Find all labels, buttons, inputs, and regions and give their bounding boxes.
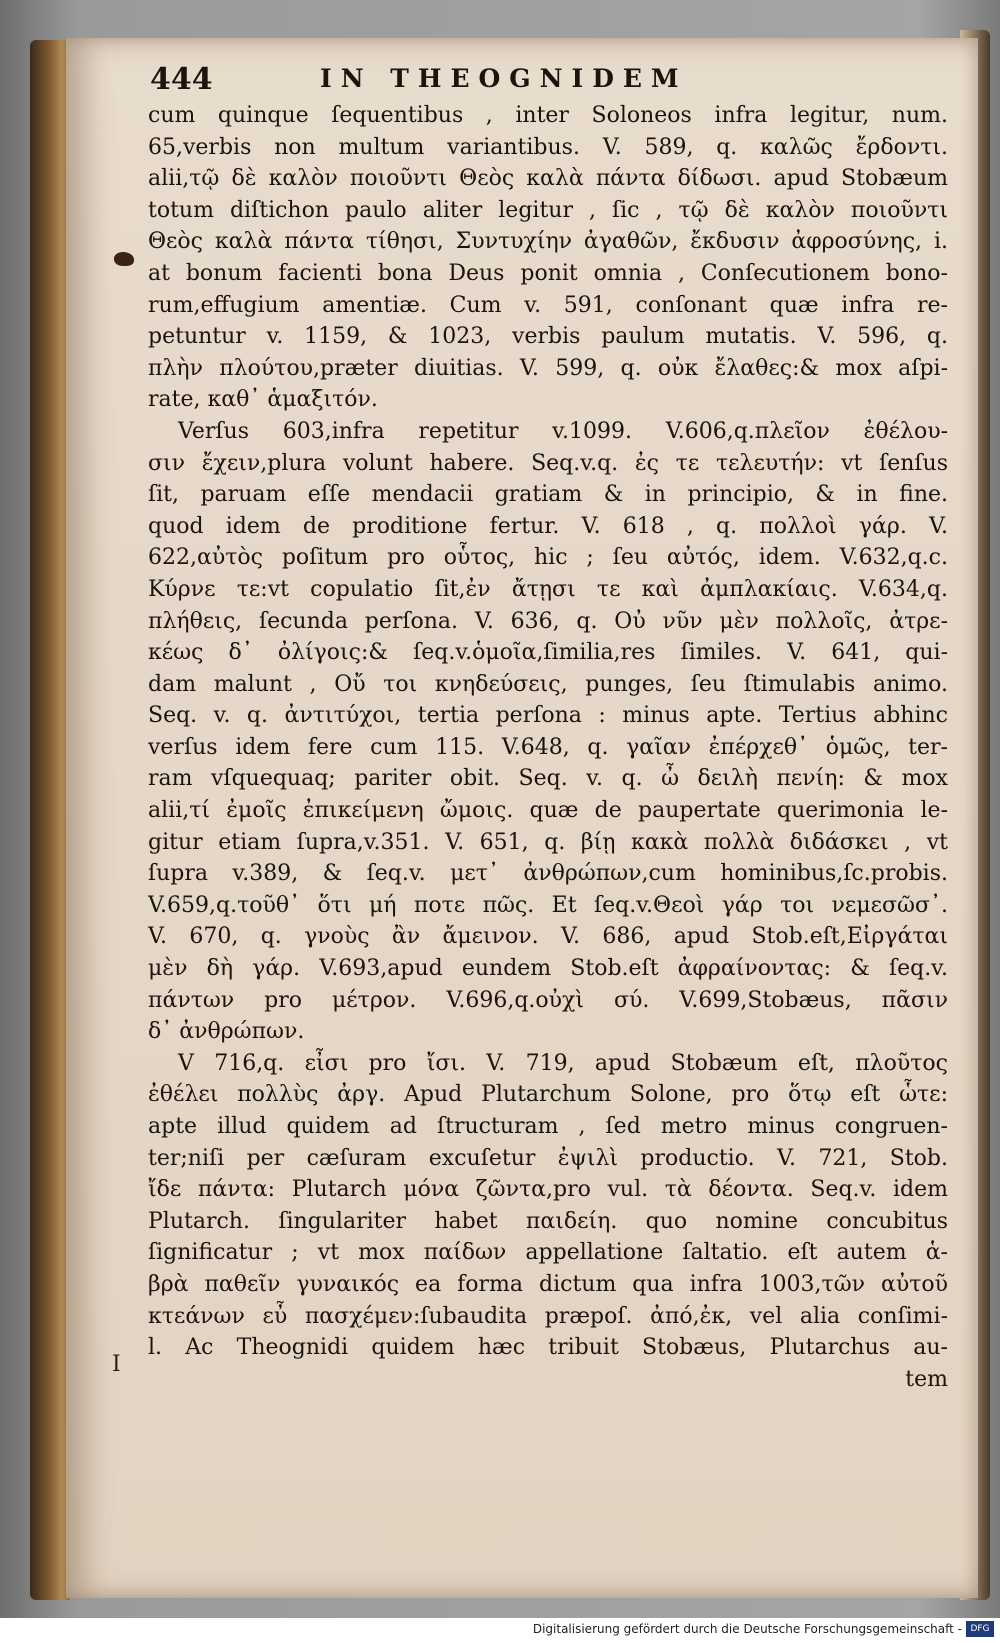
footer-bar — [0, 1618, 1000, 1643]
text-line: Verſus 603,infra repetitur v.1099. V.606,q.πλεῖον ἐθέλου- — [178, 418, 948, 444]
text-line: μὲν δὴ γάρ. V.693,apud eundem Stob.eſt ἀφραίνοντας: & ſeq.v. — [148, 956, 948, 982]
text-line: 65,verbis non multum variantibus. V. 589, q. καλῶς ἔρδοντι. — [148, 134, 948, 160]
text-line: dam malunt , Οὔ τοι κνηδεύσεις, punges, ſeu ſtimulabis animo. — [148, 671, 948, 697]
running-head — [150, 62, 770, 102]
text-line: 622,αὐτὸς poſitum pro οὗτος, hic ; ſeu αὐτός, idem. V.632,q.c. — [148, 545, 948, 571]
text-line: ram vſquequaq; pariter obit. Seq. v. q. ὦ δειλὴ πενίη: & mox — [148, 766, 948, 792]
text-line: ſignificatur ; vt mox παίδων appellatione ſaltatio. eſt autem ἁ- — [148, 1240, 948, 1266]
text-line: l. Ac Theognidi quidem hæc tribuit Stobæus, Plutarchus au- — [148, 1335, 948, 1361]
text-line: V.659,q.τοῦθ᾽ ὅτι μή ποτε πῶς. Et ſeq.v.Θεοὶ γάρ τοι νεμεσῶσ᾽. — [148, 892, 948, 918]
text-line: Κύρνε τε:vt copulatio ſit,ἐν ἄτῃσι τε καὶ ἀμπλακίαις. V.634,q. — [148, 576, 948, 602]
text-line: alii,τί ἐμοῖς ἐπικείμενη ὤμοις. quæ de paupertate querimonia le- — [148, 798, 948, 824]
text-line: quod idem de proditione fertur. V. 618 , q. πολλοὶ γάρ. V. — [148, 513, 948, 539]
margin-mark: I — [112, 1352, 121, 1377]
text-line: verſus idem fere cum 115. V.648, q. γαῖαν ἐπέρχεθ᾽ ὁμῶς, ter- — [148, 734, 948, 760]
text-line: ter;niſi per cæſuram excuſetur ἐψιλὶ productio. V. 721, Stob. — [148, 1145, 948, 1171]
text-line: Θεὸς καλὰ πάντα τίθησι, Συντυχίην ἀγαθῶν, ἔκδυσιν ἀφροσύνης, i. — [148, 229, 948, 255]
text-line: petuntur v. 1159, & 1023, verbis paulum mutatis. V. 596, q. — [148, 324, 948, 350]
text-line: κέως δ᾽ ὀλίγοις:& ſeq.v.ὁμοῖα,ſimilia,res ſimiles. V. 641, qui- — [148, 640, 948, 666]
text-line: V. 670, q. γνοὺς ἂν ἄμεινον. V. 686, apud Stob.eſt,Εἰργάται — [148, 924, 948, 950]
text-line: ſupra v.389, & ſeq.v. μετ᾽ ἀνθρώπων,cum hominibus,ſc.probis. — [148, 861, 948, 887]
text-line: Plutarch. ſingulariter habet παιδείη. quo nomine concubitus — [148, 1208, 948, 1234]
text-line: πλὴν πλούτου,præter diuitias. V. 599, q. οὐκ ἔλαθες:& mox aſpi- — [148, 355, 948, 381]
text-line: rum,effugium amentiæ. Cum v. 591, conſonant quæ infra re- — [148, 292, 948, 318]
text-line: δ᾽ ἀνθρώπων. — [148, 1019, 305, 1045]
dfg-logo: DFG — [966, 1621, 994, 1637]
running-title: IN THEOGNIDEM — [320, 64, 688, 93]
text-line: alii,τῷ δὲ καλὸν ποιοῦντι Θεὸς καλὰ πάντα δίδωσι. apud Stobæum — [148, 166, 948, 192]
text-line: cum quinque ſequentibus , inter Soloneos infra legitur, num. — [148, 103, 948, 128]
text-line: σιν ἔχειν,plura volunt habere. Seq.v.q. ἐς τε τελευτήν: vt ſenſus — [148, 450, 948, 476]
page-number: 444 — [150, 62, 213, 97]
text-line: gitur etiam ſupra,v.351. V. 651, q. βίῃ κακὰ πολλὰ διδάσκει , vt — [148, 829, 948, 855]
ink-blot — [114, 252, 134, 266]
text-line: at bonum facienti bona Deus ponit omnia , Conſecutionem bono- — [148, 260, 948, 286]
text-line: πάντων pro μέτρον. V.696,q.οὐχὶ σύ. V.699,Stobæus, πᾶσιν — [148, 987, 948, 1013]
text-line: V 716,q. εἶσι pro ἴσι. V. 719, apud Stobæum eſt, πλοῦτος — [178, 1050, 948, 1076]
text-line: totum diſtichon paulo aliter legitur , ſic , τῷ δὲ καλὸν ποιοῦντι — [148, 197, 948, 223]
text-line: ſit, paruam eſſe mendacii gratiam & in principio, & in fine. — [148, 482, 948, 508]
text-line: κτεάνων εὖ πασχέμεν:ſubaudita præpoſ. ἀπό,ἐκ, vel alia conſimi- — [148, 1303, 948, 1329]
catchword: tem — [905, 1366, 948, 1392]
text-line: ἴδε πάντα: Plutarch μόνα ζῶντα,pro vul. τὰ δέοντα. Seq.v. idem — [148, 1177, 948, 1203]
text-line: Seq. v. q. ἀντιτύχοι, tertia perſona : minus apte. Tertius abhinc — [148, 703, 948, 729]
text-line: apte illud quidem ad ſtructuram , ſed metro minus congruen- — [148, 1114, 948, 1139]
text-line: ἐθέλει πολλὺς ἀργ. Apud Plutarchum Solone, pro ὅτῳ eſt ὧτε: — [148, 1082, 948, 1108]
book-spine — [30, 40, 70, 1600]
text-line: βρὰ παθεῖν γυναικός ea forma dictum qua infra 1003,τῶν αὐτοῦ — [148, 1271, 948, 1297]
digitization-credit: Digitalisierung gefördert durch die Deutsche Forschungsgemeinschaft - — [532, 1622, 962, 1636]
text-block — [148, 100, 948, 1395]
text-line: rate, καθ᾽ ἁμαξιτόν. — [148, 387, 378, 413]
text-line: πλήθεις, ſecunda perſona. V. 636, q. Οὐ νῦν μὲν πολλοῖς, ἀτρε- — [148, 608, 948, 634]
